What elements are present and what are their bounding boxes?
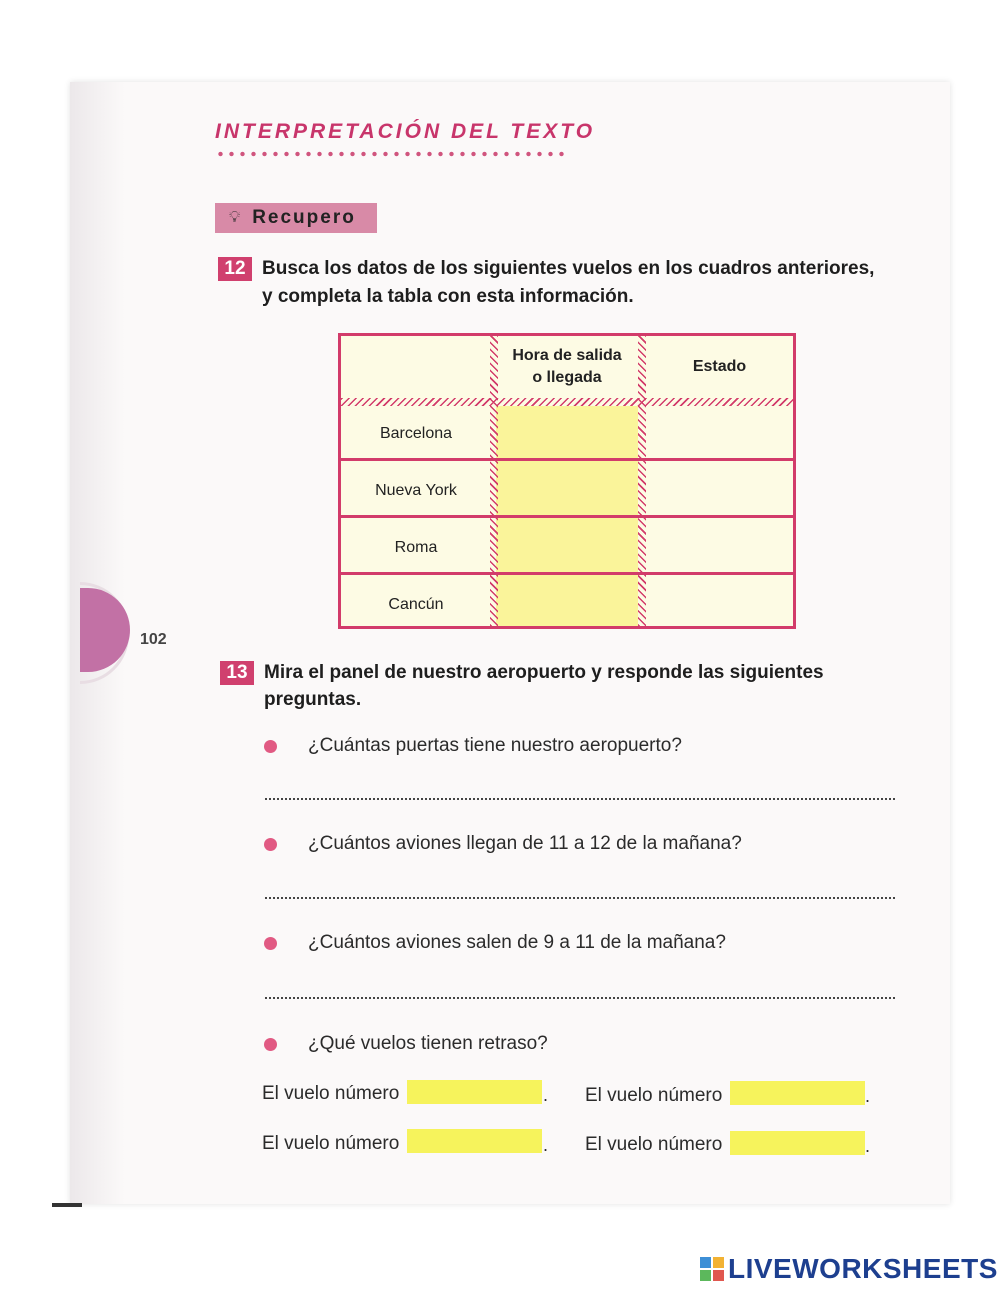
column-hatch-divider-2 (638, 336, 646, 626)
flight-number-input[interactable] (407, 1080, 542, 1104)
answer-line-arrivals[interactable] (265, 897, 895, 899)
row-divider (341, 458, 793, 461)
lightbulb-icon: 💡︎ (229, 209, 241, 226)
page-number: 102 (140, 631, 167, 648)
flight-period: . (865, 1136, 871, 1156)
page-edge-mark (52, 1203, 82, 1207)
question-12-line2: y completa la tabla con esta información. (262, 286, 634, 307)
flight-label: El vuelo número (585, 1134, 723, 1155)
city-nueva-york: Nueva York (375, 482, 457, 499)
flight-number-input[interactable] (730, 1131, 865, 1155)
flight-table (338, 333, 796, 629)
city-cancun: Cancún (388, 596, 444, 613)
question-13-line1: Mira el panel de nuestro aeropuerto y responde las siguientes (264, 662, 824, 683)
flight-period: . (543, 1135, 549, 1155)
question-13-number: 13 (220, 661, 254, 685)
question-12-number: 12 (218, 257, 252, 281)
question-arrivals: ¿Cuántos aviones llegan de 11 a 12 de la mañana? (308, 833, 742, 854)
city-roma: Roma (394, 539, 438, 556)
question-departures: ¿Cuántos aviones salen de 9 a 11 de la mañana? (308, 932, 726, 953)
question-12-line1: Busca los datos de los siguientes vuelos en los cuadros anteriores, (262, 258, 875, 279)
row-divider (341, 572, 793, 575)
flight-number-input[interactable] (730, 1081, 865, 1105)
bullet-icon (264, 838, 277, 851)
watermark-text: LIVEWORKSHEETS (728, 1253, 998, 1284)
question-gates: ¿Cuántas puertas tiene nuestro aeropuerto? (308, 735, 682, 756)
bullet-icon (264, 1038, 277, 1051)
section-title: INTERPRETACIÓN DEL TEXTO (215, 120, 596, 143)
liveworksheets-logo-icon (700, 1257, 724, 1281)
row-divider (341, 515, 793, 518)
header-hora-line1: Hora de salida (512, 347, 622, 364)
question-13-line2: preguntas. (264, 689, 362, 710)
liveworksheets-watermark (700, 1253, 998, 1285)
bullet-icon (264, 937, 277, 950)
answer-line-departures[interactable] (265, 997, 895, 999)
header-hora (496, 336, 638, 398)
dotted-divider (215, 150, 567, 158)
flight-period: . (543, 1085, 549, 1105)
header-estado: Estado (692, 358, 747, 375)
flight-label: El vuelo número (585, 1085, 723, 1106)
recupero-label: Recupero (252, 207, 356, 228)
flight-label: El vuelo número (262, 1133, 400, 1154)
answer-line-gates[interactable] (265, 798, 895, 800)
question-delays: ¿Qué vuelos tienen retraso? (308, 1033, 548, 1054)
column-hatch-divider-1 (490, 336, 498, 626)
bullet-icon (264, 740, 277, 753)
flight-period: . (865, 1086, 871, 1106)
header-hatch-divider (341, 398, 793, 406)
flight-label: El vuelo número (262, 1083, 400, 1104)
city-barcelona: Barcelona (379, 425, 453, 442)
flight-number-input[interactable] (407, 1129, 542, 1153)
recupero-tag (215, 203, 377, 233)
header-hora-line2: o llegada (532, 369, 602, 386)
